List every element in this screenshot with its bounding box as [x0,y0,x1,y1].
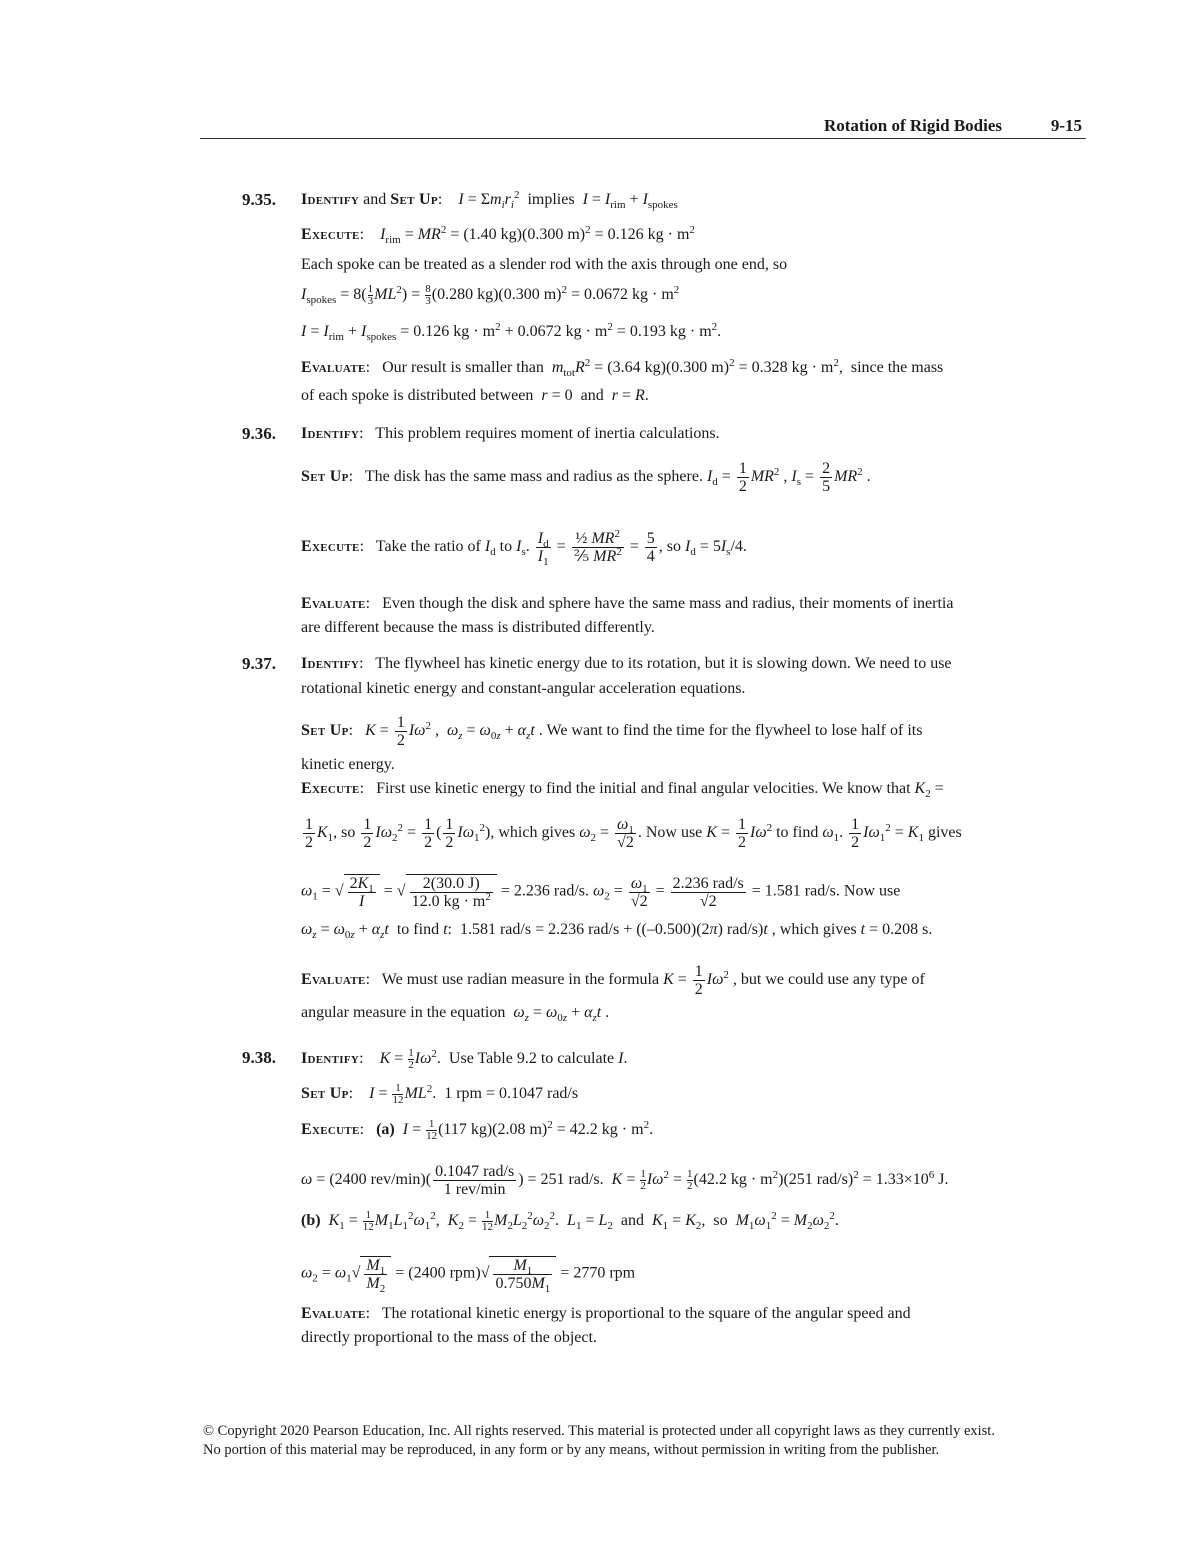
copyright-line-1: © Copyright 2020 Pearson Education, Inc. All rights reserved. This material is protected under all copyright laws as they currently exist. [203,1423,995,1439]
p938-setup: Set Up: I = $\frac{1}{12}$ $ML^2$. 1 rpm = 0.1047 rad/s [301,1082,579,1106]
p938-execute-omega2: $\omega_2 = \omega_1√$ $\frac{M_1}{M_2}$ = (2400 rpm)√ $\frac{M_1}{0.750M_1}$ = 2770 rpm [301,1257,636,1295]
page-header [200,114,1086,139]
p937-execute-eq3: $\omega_z = \omega_{0z} + \alpha_zt$ to find t: 1.581 rad/s = 2.236 rad/s + ((–0.500)(2π) rad/s)t , which gives t = 0.208 s. [301,921,933,941]
problem-number-9-37: 9.37. [242,654,276,673]
p938-evaluate: Evaluate: The rotational kinetic energy is proportional to the square of the angular speed and [301,1305,911,1322]
p937-evaluate-2: angular measure in the equation $\omega_z = \omega_{0z} + \alpha_zt$ . [301,1004,610,1024]
p935-evaluate-2: of each spoke is distributed between r = 0 and r = R. [301,387,649,404]
p935-execute: Execute: $I_{rim} = MR^2 = (1.40$ kg)(0.300 m)$^2$ = 0.126 kg · $m^2$ [301,224,695,246]
p935-identify: Identify and Set Up: $I = \Sigma m_ir_i^2$ implies $I = I_{rim} + I_{spokes}$ [301,189,678,211]
p936-setup: Set Up: The disk has the same mass and radius as the sphere. $I_d$ = $\frac{1}{2}$ $MR^2$ , $I_s$ = $\frac{2}{5}$ $MR^2$ . [301,460,871,495]
problem-number-9-36: 9.36. [242,424,276,443]
p938-evaluate-2: directly proportional to the mass of the object. [301,1329,597,1346]
problem-number-9-38: 9.38. [242,1048,276,1067]
p937-execute-eq1: $\frac{1}{2}$ $K_1$, so $\frac{1}{2}$ $I\omega_2^2$ = $\frac{1}{2}$ ( $\frac{1}{2}$ $I\omega_1^2$), which gives $\omega_2$ = $\frac{\omega_1}{√2}$ . Now use K = $\frac{1}{2}$ $I\omega^2$ to find $\omega_1$. $\frac{1}{2}$ $I\omega_1^2 = K_1$ gives [305,816,962,851]
p936-evaluate-2: are different because the mass is distributed differently. [301,619,655,636]
p936-execute: Execute: Take the ratio of $I_d$ to $I_s$. $\frac{I_d}{I_1}$ = $\frac{\frac{1}{2} MR^2}{\frac{2}{5} MR^2}$ = $\frac{5}{4}$ , so $I_d = 5I_s/4$. [301,528,747,568]
header-title: Rotation of Rigid Bodies [823,116,1002,135]
copyright-line-2: No portion of this material may be reproduced, in any form or by any means, without permission in writing from the publisher. [203,1442,940,1458]
p938-execute-omega: ω = (2400 rev/min)( $\frac{\text{0.1047 rad/s}}{\text{1 rev/min}}$ ) = 251 rad/s. K = $\frac{1}{2}$ $I\omega^2$ = $\frac{1}{2}$ (42.2 kg · $m^2)(251$ $rad/s)^2 = 1.33\times 10^6$ J. [301,1163,949,1198]
p937-execute: Execute: First use kinetic energy to find the initial and final angular velocities. We know that $K_2$ = [301,780,944,800]
copyright-footer [203,1422,995,1460]
p935-total-eq: $I = I_{rim} + I_{spokes} = 0.126$ kg · $m^2 + 0.0672$ kg · $m^2 = 0.193$ kg · $m^2$. [301,321,722,343]
p935-evaluate: Evaluate: Our result is smaller than $m_{tot}R^2 = (3.64$ kg)(0.300 m)$^2$ = 0.328 kg · $m^2$, since the mass [301,357,944,379]
p937-identify-2: rotational kinetic energy and constant-angular acceleration equations. [301,680,746,697]
p937-execute-eq2: $\omega_1$ = √ $\frac{2K_1}{I}$ = √ $\frac{2(30.0 J)}{12.0 kg \cdot m^2}$ = 2.236 rad/s. $\omega_2$ = $\frac{\omega_1}{√2}$ = $\frac{\text{2.236 rad/s}}{√2}$ = 1.581 rad/s. Now use [301,874,901,910]
p936-evaluate: Evaluate: Even though the disk and sphere have the same mass and radius, their moments of inertia [301,595,954,612]
p937-identify: Identify: The flywheel has kinetic energy due to its rotation, but it is slowing down. We need to use [301,655,952,672]
p937-setup: Set Up: K = $\frac{1}{2}$ $I\omega^2$ , $\omega_z = \omega_{0z} + \alpha_zt$ . We want to find the time for the flywheel to lose half of its [301,714,923,749]
p938-execute-a: Execute: (a) I = $\frac{1}{12}$ (117 kg)(2.08 m)$^2$ = 42.2 kg · $m^2$. [301,1118,654,1142]
p936-identify: Identify: This problem requires moment of inertia calculations. [301,425,720,442]
p935-spokes-eq: $I_{spokes} = 8$( $\frac{1}{3}$ $ML^2$) = $\frac{8}{3}$ (0.280 kg)(0.300 m)$^2$ = 0.0672 kg · $m^2$ [301,283,680,307]
p937-setup-2: kinetic energy. [301,756,395,773]
p937-evaluate: Evaluate: We must use radian measure in the formula K = $\frac{1}{2}$ $I\omega^2$ , but we could use any type of [301,963,925,998]
p935-spoke-text: Each spoke can be treated as a slender rod with the axis through one end, so [301,256,788,273]
p938-identify: Identify: K = $\frac{1}{2}$ $I\omega^2$. Use Table 9.2 to calculate I. [301,1047,628,1071]
problem-number-9-35: 9.35. [242,190,276,209]
page-number: 9-15 [1050,116,1082,135]
p938-execute-b: (b) $K_1$ = $\frac{1}{12}$ $M_1L_1^2\omega_1^2$, $K_2$ = $\frac{1}{12}$ $M_2L_2^2\omega_2^2$. $L_1 = L_2$ and $K_1 = K_2$, so $M_1\omega_1^2 = M_2\omega_2^2$. [301,1209,839,1233]
